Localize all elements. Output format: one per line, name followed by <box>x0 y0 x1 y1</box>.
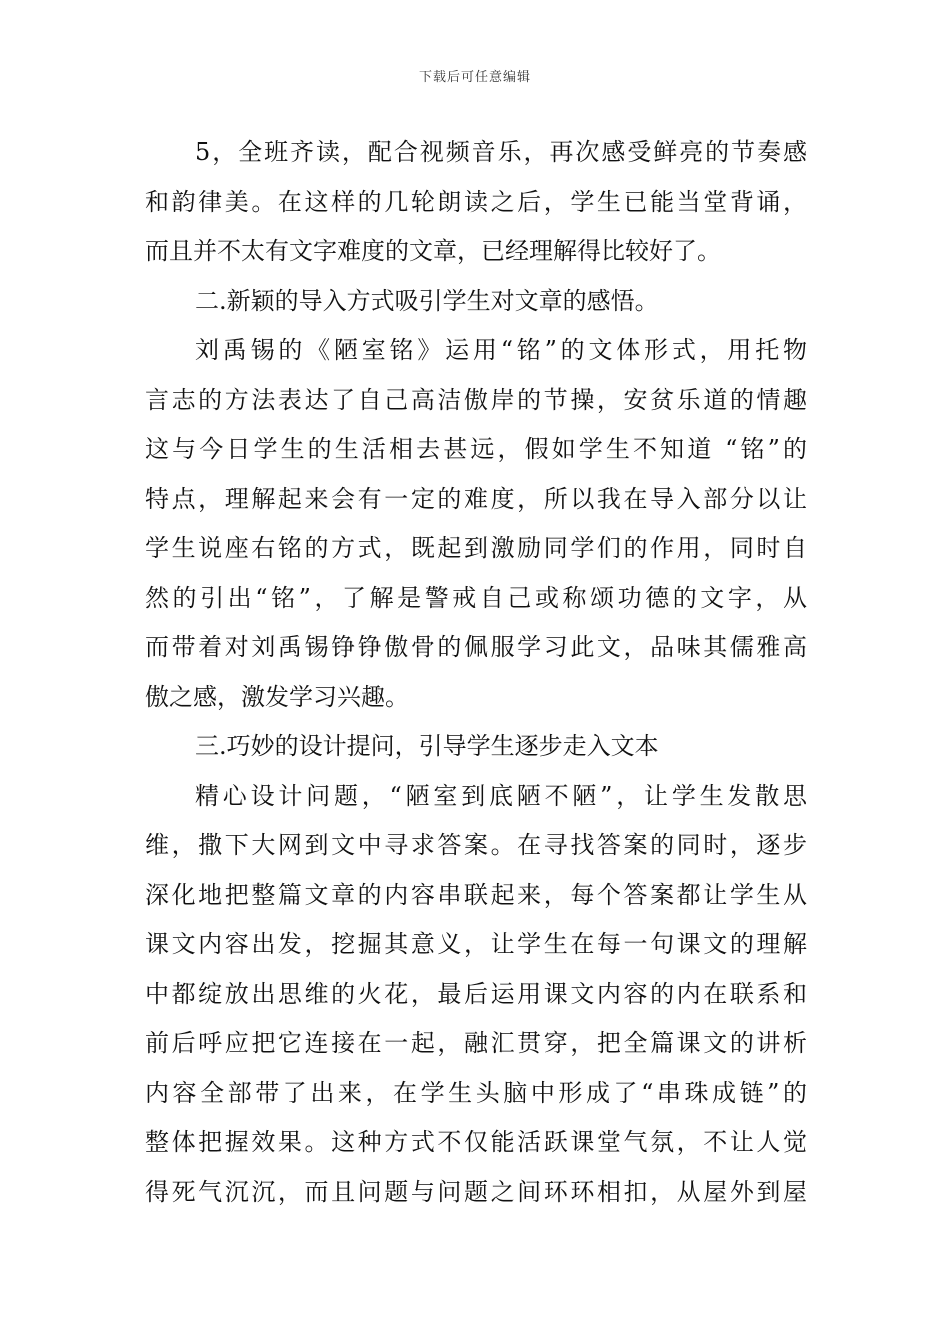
text-line: 然的引出“铭”，了解是警戒自己或称颂功德的文字，从 <box>145 583 807 612</box>
text-line: 维，撒下大网到文中寻求答案。在寻找答案的同时，逐步 <box>145 831 807 859</box>
text-line: 而带着对刘禹锡铮铮傲骨的佩服学习此文，品味其儒雅高 <box>145 633 807 661</box>
text-line: 课文内容出发，挖掘其意义，让学生在每一句课文的理解 <box>145 930 807 958</box>
text-line: 精心设计问题，“陋室到底陋不陋”，让学生发散思 <box>195 781 807 810</box>
text-line: 特点，理解起来会有一定的难度，所以我在导入部分以让 <box>145 484 807 513</box>
text-line: 中都绽放出思维的火花，最后运用课文内容的内在联系和 <box>145 979 807 1008</box>
text-line: 深化地把整篇文章的内容串联起来，每个答案都让学生从 <box>145 880 807 909</box>
text-line: 5，全班齐读，配合视频音乐，再次感受鲜亮的节奏感 <box>195 138 807 166</box>
section-heading: 二.新颖的导入方式吸引学生对文章的感悟。 <box>195 286 659 315</box>
text-line: 刘禹锡的《陋室铭》运用“铭”的文体形式，用托物 <box>195 336 807 364</box>
text-line: 前后呼应把它连接在一起，融汇贯穿，把全篇课文的讲析 <box>145 1029 807 1057</box>
header-note: 下载后可任意编辑 <box>418 70 531 85</box>
document-body <box>145 128 807 1217</box>
text-line: 内容全部带了出来，在学生头脑中形成了“串珠成链”的 <box>145 1078 807 1107</box>
section-heading: 三.巧妙的设计提问，引导学生逐步走入文本 <box>195 732 659 760</box>
text-line: 而且并不太有文字难度的文章，已经理解得比较好了。 <box>145 237 721 265</box>
text-line: 这与今日学生的生活相去甚远，假如学生不知道 “铭”的 <box>145 435 807 463</box>
text-line: 学生说座右铭的方式，既起到激励同学们的作用，同时自 <box>145 534 807 562</box>
text-line: 整体把握效果。这种方式不仅能活跃课堂气氛，不让人觉 <box>145 1128 807 1156</box>
text-line: 言志的方法表达了自己高洁傲岸的节操，安贫乐道的情趣 <box>145 385 807 414</box>
text-line: 得死气沉沉，而且问题与问题之间环环相扣，从屋外到屋 <box>145 1177 807 1206</box>
text-line: 傲之感，激发学习兴趣。 <box>145 682 409 711</box>
text-line: 和韵律美。在这样的几轮朗读之后，学生已能当堂背诵， <box>145 187 807 216</box>
